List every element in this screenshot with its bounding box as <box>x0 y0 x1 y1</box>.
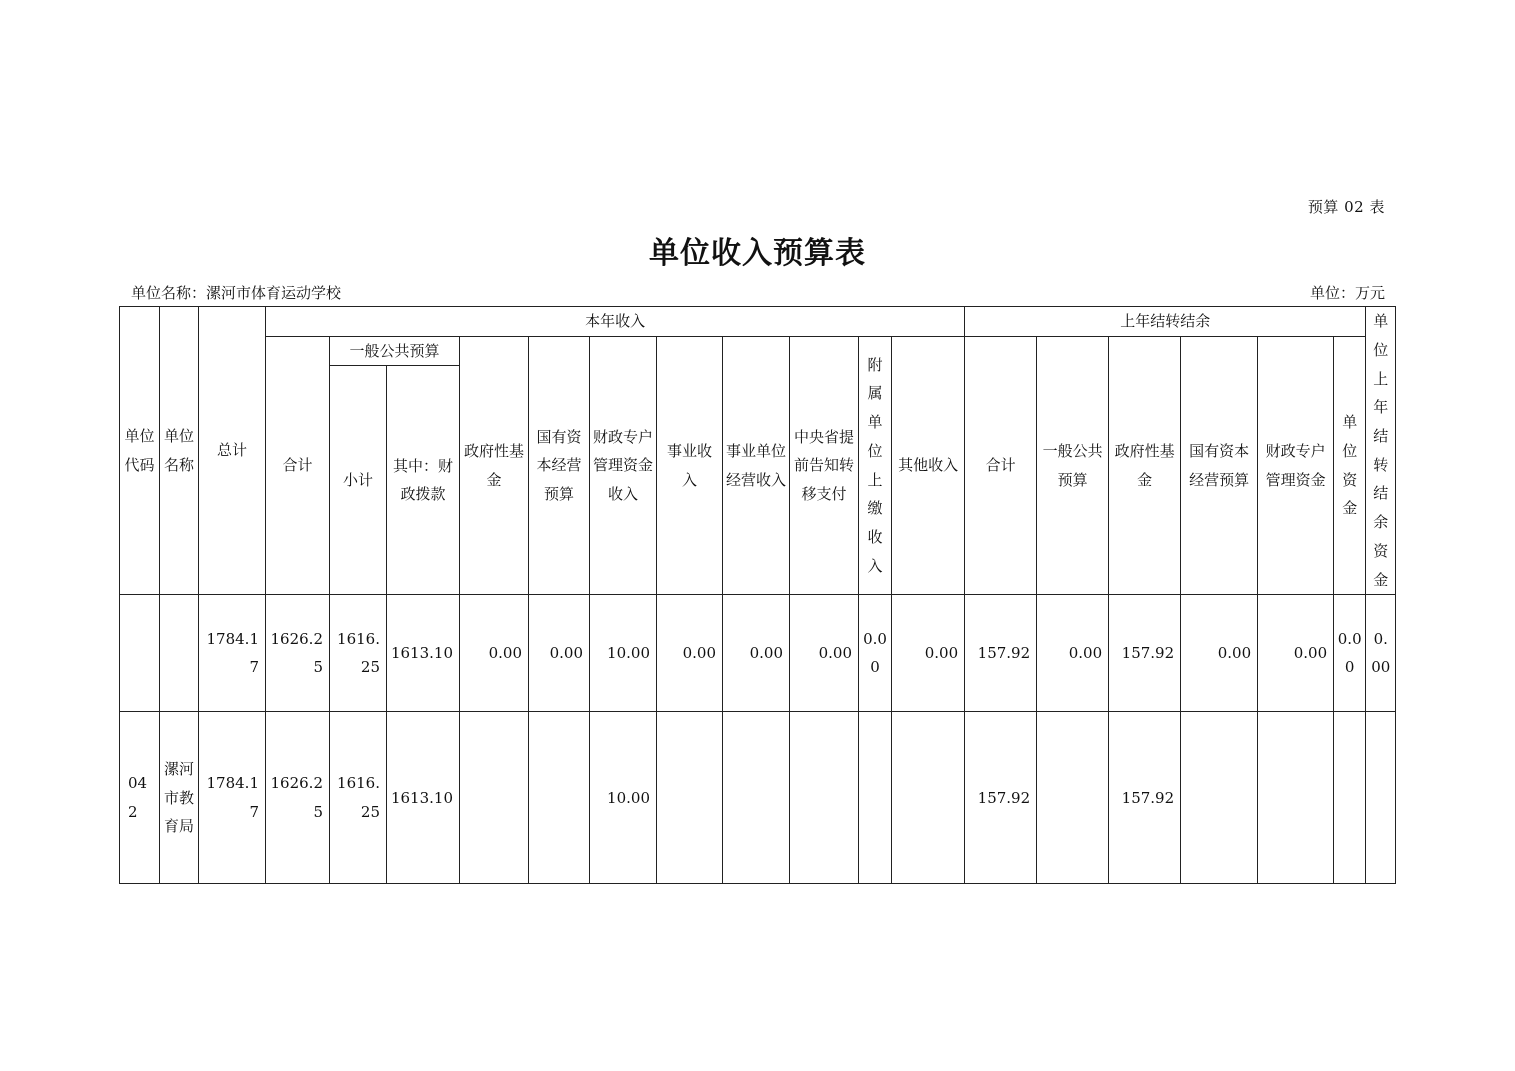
cell-total: 1784.17 <box>199 712 266 884</box>
cell-state-capital <box>529 712 590 884</box>
cell-name: 漯河市教育局 <box>160 712 199 884</box>
cell-fiscal-allocation: 1613.10 <box>387 712 460 884</box>
header-fiscal-special-account: 财政专户管理资金收入 <box>590 336 657 595</box>
form-number: 预算 02 表 <box>1307 198 1385 216</box>
table-row <box>120 595 1396 712</box>
header-unit-code: 单位代码 <box>120 307 160 595</box>
cell-central-transfer <box>790 712 859 884</box>
cell-business-operation <box>723 712 790 884</box>
header-py-general-public: 一般公共预算 <box>1037 336 1109 595</box>
header-state-capital-operation: 国有资本经营预算 <box>529 336 590 595</box>
header-affiliated-unit-remit: 附属单位上缴收入 <box>859 336 892 595</box>
page-title: 单位收入预算表 <box>649 236 866 271</box>
cell-name <box>160 595 199 712</box>
header-prior-year-balance: 上年结转结余 <box>965 307 1366 337</box>
header-fiscal-allocation: 其中：财政拨款 <box>387 366 460 595</box>
cell-py-government-fund: 157.92 <box>1109 595 1181 712</box>
cell-total: 1784.17 <box>199 595 266 712</box>
cell-affiliated-remit <box>859 712 892 884</box>
header-business-unit-operation: 事业单位经营收入 <box>723 336 790 595</box>
cell-affiliated-remit: 0.00 <box>859 595 892 712</box>
header-py-fiscal-special: 财政专户管理资金 <box>1258 336 1334 595</box>
cell-py-unit-funds: 0.00 <box>1334 595 1366 712</box>
header-total: 总计 <box>199 307 266 595</box>
cell-business-operation: 0.00 <box>723 595 790 712</box>
unit-name-label: 单位名称：漯河市体育运动学校 <box>131 284 342 302</box>
cell-fiscal-allocation: 1613.10 <box>387 595 460 712</box>
cell-py-state-capital: 0.00 <box>1181 595 1258 712</box>
cell-py-unit-funds <box>1334 712 1366 884</box>
header-py-state-capital: 国有资本经营预算 <box>1181 336 1258 595</box>
currency-unit-label: 单位：万元 <box>1309 284 1385 302</box>
cell-py-general-public: 0.00 <box>1037 595 1109 712</box>
cell-government-fund: 0.00 <box>460 595 529 712</box>
cell-other-income: 0.00 <box>892 595 965 712</box>
header-unit-prior-year-balance-funds: 单位上年结转结余资金 <box>1366 307 1396 595</box>
header-government-fund: 政府性基金 <box>460 336 529 595</box>
header-unit-name: 单位名称 <box>160 307 199 595</box>
cell-business-income <box>657 712 723 884</box>
cell-state-capital: 0.00 <box>529 595 590 712</box>
header-other-income: 其他收入 <box>892 336 965 595</box>
cell-py-government-fund: 157.92 <box>1109 712 1181 884</box>
cell-subtotal: 1616.25 <box>330 712 387 884</box>
cell-fiscal-special: 10.00 <box>590 595 657 712</box>
header-subtotal: 小计 <box>330 366 387 595</box>
cell-sum: 1626.25 <box>266 595 330 712</box>
cell-other-income <box>892 712 965 884</box>
cell-py-fiscal-special: 0.00 <box>1258 595 1334 712</box>
cell-py-general-public <box>1037 712 1109 884</box>
table-row <box>120 712 1396 884</box>
header-central-provincial-transfer: 中央省提前告知转移支付 <box>790 336 859 595</box>
cell-business-income: 0.00 <box>657 595 723 712</box>
cell-government-fund <box>460 712 529 884</box>
header-py-unit-funds: 单位资金 <box>1334 336 1366 595</box>
header-row-1 <box>120 307 1396 337</box>
header-sum: 合计 <box>266 336 330 595</box>
cell-code: 042 <box>120 712 160 884</box>
cell-py-sum: 157.92 <box>965 712 1037 884</box>
cell-py-fiscal-special <box>1258 712 1334 884</box>
cell-subtotal: 1616.25 <box>330 595 387 712</box>
cell-unit-py-balance: 0.00 <box>1366 595 1396 712</box>
cell-sum: 1626.25 <box>266 712 330 884</box>
cell-unit-py-balance <box>1366 712 1396 884</box>
header-py-government-fund: 政府性基金 <box>1109 336 1181 595</box>
cell-code <box>120 595 160 712</box>
income-budget-table <box>119 306 1396 884</box>
header-business-income: 事业收入 <box>657 336 723 595</box>
cell-central-transfer: 0.00 <box>790 595 859 712</box>
header-current-year-income: 本年收入 <box>266 307 965 337</box>
cell-fiscal-special: 10.00 <box>590 712 657 884</box>
header-general-public-budget: 一般公共预算 <box>330 336 460 366</box>
cell-py-sum: 157.92 <box>965 595 1037 712</box>
cell-py-state-capital <box>1181 712 1258 884</box>
header-py-sum: 合计 <box>965 336 1037 595</box>
header-row-2 <box>120 336 1396 366</box>
